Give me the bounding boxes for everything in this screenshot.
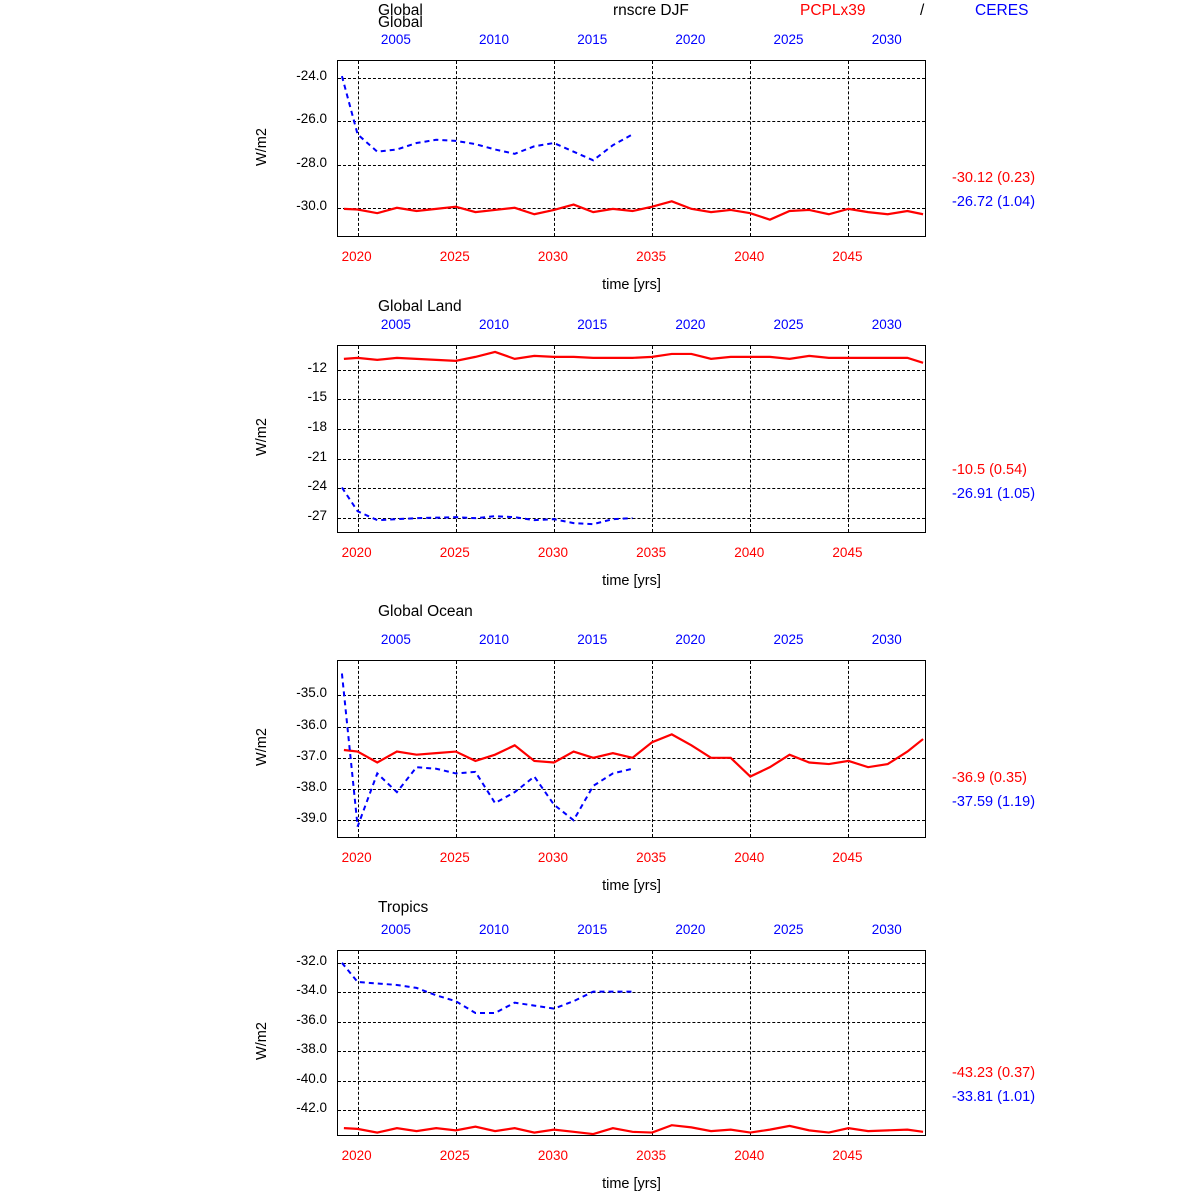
y-axis-tick-label: -37.0 bbox=[296, 747, 327, 763]
header-variable: rnscre DJF bbox=[613, 2, 689, 19]
x-axis-bottom-tick-label: 2030 bbox=[537, 249, 568, 264]
header-obs-name: CERES bbox=[975, 2, 1029, 19]
x-axis-bottom-tick-label: 2045 bbox=[832, 850, 863, 865]
x-axis-top-tick-label: 2025 bbox=[773, 317, 804, 332]
x-axis-bottom-tick-label: 2020 bbox=[341, 1148, 372, 1163]
series-line-pcplx39 bbox=[344, 1125, 923, 1134]
x-axis-bottom-tick-label: 2020 bbox=[341, 249, 372, 264]
x-axis-bottom-tick-label: 2035 bbox=[636, 1148, 667, 1163]
x-axis-bottom-tick-label: 2030 bbox=[537, 545, 568, 560]
x-axis-top-tick-label: 2025 bbox=[773, 922, 804, 937]
x-axis-top-tick-label: 2015 bbox=[577, 32, 608, 47]
x-axis-bottom-tick-label: 2040 bbox=[734, 1148, 765, 1163]
x-axis-bottom-tick-label: 2035 bbox=[636, 545, 667, 560]
series-line-pcplx39 bbox=[344, 352, 923, 363]
x-axis-title: time [yrs] bbox=[602, 878, 661, 894]
series-line-ceres bbox=[342, 76, 633, 160]
statistics-model: -10.5 (0.54) bbox=[952, 461, 1027, 478]
x-axis-top-tick-label: 2010 bbox=[479, 317, 510, 332]
series-layer bbox=[338, 346, 926, 533]
x-axis-bottom-tick-label: 2040 bbox=[734, 545, 765, 560]
x-axis-top-tick-label: 2005 bbox=[380, 317, 411, 332]
header-region: Global bbox=[378, 2, 423, 19]
y-axis-title: W/m2 bbox=[254, 1022, 270, 1060]
x-axis-top-tick-label: 2015 bbox=[577, 317, 608, 332]
x-axis-top-tick-label: 2020 bbox=[675, 317, 706, 332]
x-axis-bottom-tick-label: 2025 bbox=[439, 1148, 470, 1163]
series-line-ceres bbox=[342, 963, 633, 1013]
x-axis-bottom-tick-label: 2025 bbox=[439, 545, 470, 560]
x-axis-bottom-tick-label: 2020 bbox=[341, 545, 372, 560]
x-axis-top-tick-label: 2010 bbox=[479, 632, 510, 647]
header-model-name: PCPLx39 bbox=[800, 2, 866, 19]
x-axis-bottom-tick-label: 2035 bbox=[636, 850, 667, 865]
statistics-model: -30.12 (0.23) bbox=[952, 169, 1036, 186]
x-axis-top-tick-label: 2010 bbox=[479, 922, 510, 937]
x-axis-title: time [yrs] bbox=[602, 277, 661, 293]
series-line-ceres bbox=[342, 487, 633, 524]
y-axis-tick-label: -15 bbox=[307, 389, 327, 405]
y-axis-tick-label: -36.0 bbox=[296, 1011, 327, 1027]
x-axis-bottom-tick-label: 2045 bbox=[832, 1148, 863, 1163]
x-axis-top-tick-label: 2030 bbox=[871, 32, 902, 47]
y-axis-tick-label: -24 bbox=[307, 478, 327, 494]
y-axis-tick-label: -18 bbox=[307, 419, 327, 435]
y-axis-tick-label: -32.0 bbox=[296, 952, 327, 968]
x-axis-bottom-tick-label: 2040 bbox=[734, 249, 765, 264]
statistics-obs: -33.81 (1.01) bbox=[952, 1089, 1036, 1106]
y-axis-tick-label: -34.0 bbox=[296, 982, 327, 998]
series-line-pcplx39 bbox=[344, 734, 923, 776]
statistics-obs: -37.59 (1.19) bbox=[952, 794, 1036, 811]
x-axis-bottom-tick-label: 2025 bbox=[439, 249, 470, 264]
panel-title: Global bbox=[378, 14, 423, 31]
x-axis-bottom-tick-label: 2045 bbox=[832, 249, 863, 264]
x-axis-bottom-tick-label: 2035 bbox=[636, 249, 667, 264]
y-axis-title: W/m2 bbox=[254, 127, 270, 166]
x-axis-top-tick-label: 2030 bbox=[871, 922, 902, 937]
series-layer bbox=[338, 61, 926, 237]
x-axis-top-tick-label: 2020 bbox=[675, 32, 706, 47]
x-axis-top-tick-label: 2015 bbox=[577, 922, 608, 937]
y-axis-tick-label: -38.0 bbox=[296, 1041, 327, 1057]
x-axis-top-tick-label: 2005 bbox=[380, 32, 411, 47]
statistics-obs: -26.91 (1.05) bbox=[952, 485, 1036, 502]
y-axis-tick-label: -35.0 bbox=[296, 685, 327, 701]
series-line-pcplx39 bbox=[344, 201, 923, 219]
y-axis-tick-label: -30.0 bbox=[296, 197, 327, 213]
x-axis-top-tick-label: 2005 bbox=[380, 922, 411, 937]
x-axis-title: time [yrs] bbox=[602, 573, 661, 589]
panel-title: Tropics bbox=[378, 899, 429, 916]
statistics-model: -36.9 (0.35) bbox=[952, 770, 1027, 787]
x-axis-top-tick-label: 2030 bbox=[871, 317, 902, 332]
series-layer bbox=[338, 951, 926, 1136]
y-axis-tick-label: -21 bbox=[307, 448, 327, 464]
series-layer bbox=[338, 661, 926, 838]
statistics-model: -43.23 (0.37) bbox=[952, 1065, 1036, 1082]
x-axis-top-tick-label: 2020 bbox=[675, 632, 706, 647]
x-axis-bottom-tick-label: 2020 bbox=[341, 850, 372, 865]
y-axis-tick-label: -24.0 bbox=[296, 68, 327, 84]
x-axis-bottom-tick-label: 2025 bbox=[439, 850, 470, 865]
plot-area bbox=[337, 950, 926, 1136]
y-axis-tick-label: -28.0 bbox=[296, 154, 327, 170]
y-axis-tick-label: -40.0 bbox=[296, 1070, 327, 1086]
panel-title: Global Land bbox=[378, 298, 462, 315]
plot-area bbox=[337, 60, 926, 237]
x-axis-top-tick-label: 2010 bbox=[479, 32, 510, 47]
y-axis-tick-label: -39.0 bbox=[296, 810, 327, 826]
y-axis-tick-label: -36.0 bbox=[296, 716, 327, 732]
y-axis-tick-label: -26.0 bbox=[296, 111, 327, 127]
header-separator: / bbox=[920, 2, 925, 19]
y-axis-title: W/m2 bbox=[254, 418, 270, 456]
plot-area bbox=[337, 660, 926, 838]
figure-header bbox=[0, 2, 1200, 24]
x-axis-top-tick-label: 2015 bbox=[577, 632, 608, 647]
y-axis-tick-label: -27 bbox=[307, 508, 327, 524]
x-axis-top-tick-label: 2030 bbox=[871, 632, 902, 647]
x-axis-bottom-tick-label: 2030 bbox=[537, 850, 568, 865]
x-axis-bottom-tick-label: 2030 bbox=[537, 1148, 568, 1163]
x-axis-bottom-tick-label: 2045 bbox=[832, 545, 863, 560]
y-axis-tick-label: -42.0 bbox=[296, 1100, 327, 1116]
y-axis-title: W/m2 bbox=[254, 728, 270, 766]
y-axis-tick-label: -12 bbox=[307, 359, 327, 375]
panel-title: Global Ocean bbox=[378, 603, 473, 620]
x-axis-top-tick-label: 2025 bbox=[773, 32, 804, 47]
x-axis-bottom-tick-label: 2040 bbox=[734, 850, 765, 865]
x-axis-top-tick-label: 2005 bbox=[380, 632, 411, 647]
plot-area bbox=[337, 345, 926, 533]
statistics-obs: -26.72 (1.04) bbox=[952, 193, 1036, 210]
y-axis-tick-label: -38.0 bbox=[296, 779, 327, 795]
series-line-ceres bbox=[342, 673, 633, 826]
x-axis-title: time [yrs] bbox=[602, 1176, 661, 1192]
x-axis-top-tick-label: 2020 bbox=[675, 922, 706, 937]
x-axis-top-tick-label: 2025 bbox=[773, 632, 804, 647]
